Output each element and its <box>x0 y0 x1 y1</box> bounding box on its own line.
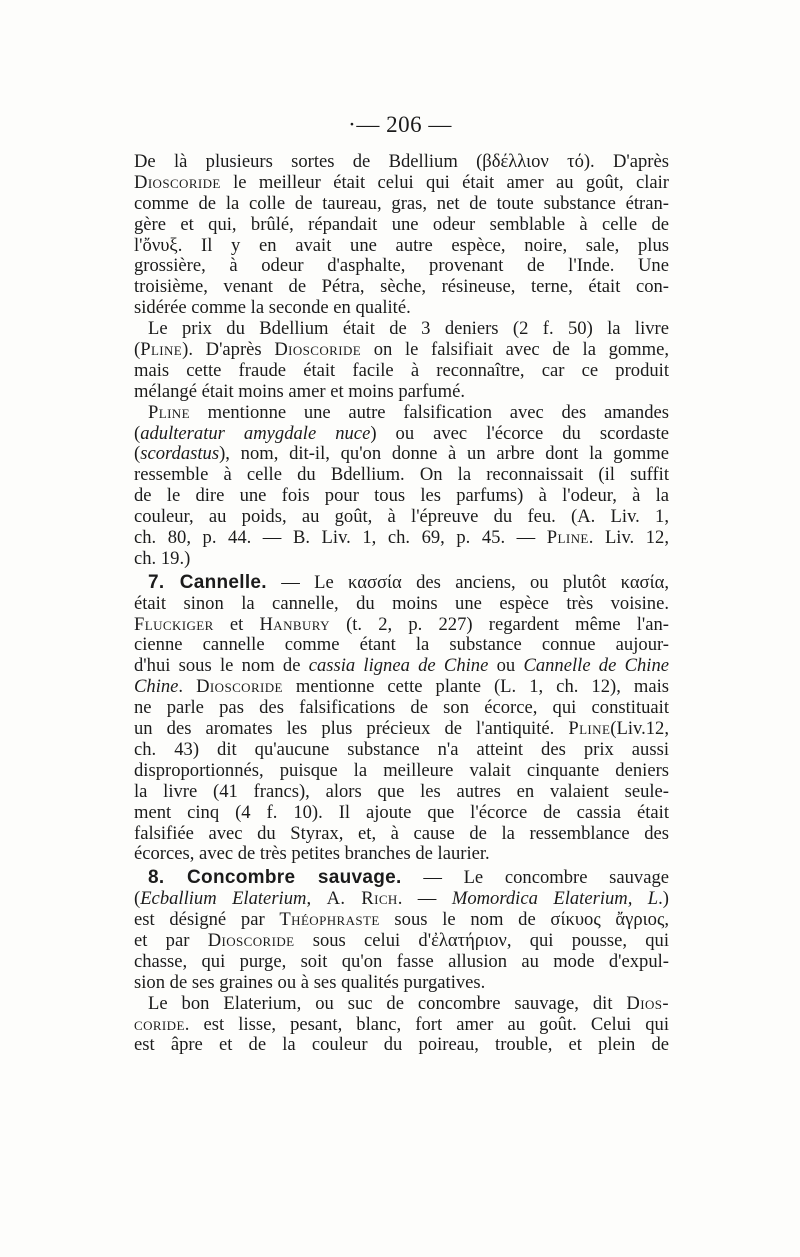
text-line: ch. 19.) <box>134 547 191 569</box>
text-line: chasse, qui purge, soit qu'on fasse allusion au mode d'expul- <box>134 950 669 972</box>
text-line: cienne cannelle comme étant la substance connue aujour- <box>134 634 669 656</box>
text-line: Chine. Dioscoride mentionne cette plante (L. 1, ch. 12), mais <box>134 676 669 698</box>
latin-term: scordastus <box>140 443 220 465</box>
text-line: comme de la colle de taureau, gras, net de toute substance étran- <box>134 192 669 214</box>
text-line: troisième, venant de Pétra, sèche, résineuse, terne, était con- <box>134 276 669 298</box>
text-line: était sinon la cannelle, du moins une espèce très voisine. <box>134 592 669 614</box>
author-name: coride <box>134 1013 185 1035</box>
author-name: Hanbury <box>259 613 330 635</box>
text-line: sidérée comme la seconde en qualité. <box>134 297 411 319</box>
text-line: Pline mentionne une autre falsification avec des amandes <box>148 401 669 423</box>
latin-term: cassia lignea de Chine <box>308 655 489 677</box>
text-line: couleur, au poids, au goût, à l'épreuve du feu. (A. Liv. 1, <box>134 506 669 528</box>
author-name: Pline <box>140 339 183 361</box>
text-line: et par Dioscoride sous celui d'ἐλατήριον, qui pousse, qui <box>134 929 670 951</box>
text-line: mélangé était moins amer et moins parfumé. <box>134 380 465 402</box>
text-line: (adulteratur amygdale nuce) ou avec l'écorce du scordaste <box>134 422 670 444</box>
text-line: d'hui sous le nom de cassia lignea de Chine ou Cannelle de Chine <box>134 655 670 677</box>
author-name: Dioscoride <box>207 929 295 951</box>
latin-term: Ecballium Elaterium <box>140 888 307 910</box>
text-line: est désigné par Théophraste sous le nom de σίκυος ἄγριος, <box>134 909 669 931</box>
text-line: 8. Concombre sauvage. — Le concombre sauvage <box>148 867 669 889</box>
author-name: Dios- <box>626 992 669 1014</box>
text-line: coride. est lisse, pesant, blanc, fort amer au goût. Celui qui <box>134 1013 669 1035</box>
latin-term: Chine <box>134 676 179 698</box>
author-name: Dioscoride <box>134 171 221 193</box>
author-name: Pline <box>148 401 190 423</box>
text-line: (Ecballium Elaterium, A. Rich. — Momordica Elaterium, L.) <box>134 888 669 910</box>
latin-term: adulteratur amygdale nuce <box>140 422 371 444</box>
text-line: Dioscoride le meilleur était celui qui était amer au goût, clair <box>134 171 669 193</box>
text-line: l'ὄνυξ. Il y en avait une autre espèce, noire, sale, plus <box>134 234 669 256</box>
latin-term: Momordica Elaterium, L <box>451 888 659 910</box>
author-name: Dioscoride <box>274 339 362 361</box>
text-line: ne parle pas des falsifications de son écorce, qui constituait <box>134 697 669 719</box>
author-name: Fluckiger <box>134 613 214 635</box>
text-line: mais cette fraude était facile à reconnaître, car ce produit <box>134 359 669 381</box>
author-name: Pline <box>568 718 611 740</box>
section-heading-cannelle: 7. Cannelle. <box>148 571 267 593</box>
text-line: ch. 43) dit qu'aucune substance n'a atteint des prix aussi <box>134 738 669 760</box>
text-line: ressemble à celle du Bdellium. On la reconnaissait (il suffit <box>134 464 669 486</box>
section-heading-concombre: 8. Concombre sauvage. <box>148 867 402 889</box>
author-name: Théophraste <box>279 909 380 931</box>
text-line: (Pline). D'après Dioscoride on le falsifiait avec de la gomme, <box>134 339 670 361</box>
text-line: sion de ses graines ou à ses qualités purgatives. <box>134 971 486 993</box>
text-line: disproportionnés, puisque la meilleure valait cinquante deniers <box>134 759 669 781</box>
text-line: un des aromates les plus précieux de l'antiquité. Pline(Liv.12, <box>134 718 669 740</box>
text-line: Le prix du Bdellium était de 3 deniers (2 f. 50) la livre <box>148 318 669 340</box>
author-name: Pline <box>546 527 589 549</box>
text-line: Fluckiger et Hanbury (t. 2, p. 227) regardent même l'an- <box>134 613 669 635</box>
text-line: falsifiée avec du Styrax, et, à cause de la ressemblance des <box>134 822 669 844</box>
text-line: ch. 80, p. 44. — B. Liv. 1, ch. 69, p. 45. — Pline. Liv. 12, <box>134 527 669 549</box>
body-text <box>134 152 669 1056</box>
text-line: (scordastus), nom, dit-il, qu'on donne à un arbre dont la gomme <box>134 443 669 465</box>
latin-term: Cannelle de Chine <box>523 655 670 677</box>
text-line: ment cinq (4 f. 10). Il ajoute que l'écorce de cassia était <box>134 801 669 823</box>
text-line: 7. Cannelle. — Le κασσία des anciens, ou plutôt κασία, <box>148 571 669 593</box>
text-line: grossière, à odeur d'asphalte, provenant de l'Inde. Une <box>134 255 669 277</box>
text-line: est âpre et de la couleur du poireau, trouble, et plein de <box>134 1034 669 1056</box>
author-name: A. Rich <box>326 888 398 910</box>
text-line: de le dire une fois pour tous les parfums) à l'odeur, à la <box>134 485 669 507</box>
text-line: la livre (41 francs), alors que les autres en valaient seule- <box>134 780 669 802</box>
page-number: ·— 206 — <box>348 112 452 137</box>
author-name: Dioscoride <box>196 676 283 698</box>
text-line: gère et qui, brûlé, répandait une odeur semblable à celle de <box>134 213 669 235</box>
text-line: écorces, avec de très petites branches de laurier. <box>134 843 490 865</box>
text-line: Le bon Elaterium, ou suc de concombre sauvage, dit Dios- <box>148 992 669 1014</box>
text-line: De là plusieurs sortes de Bdellium (βδέλλιον τό). D'après <box>134 151 669 172</box>
